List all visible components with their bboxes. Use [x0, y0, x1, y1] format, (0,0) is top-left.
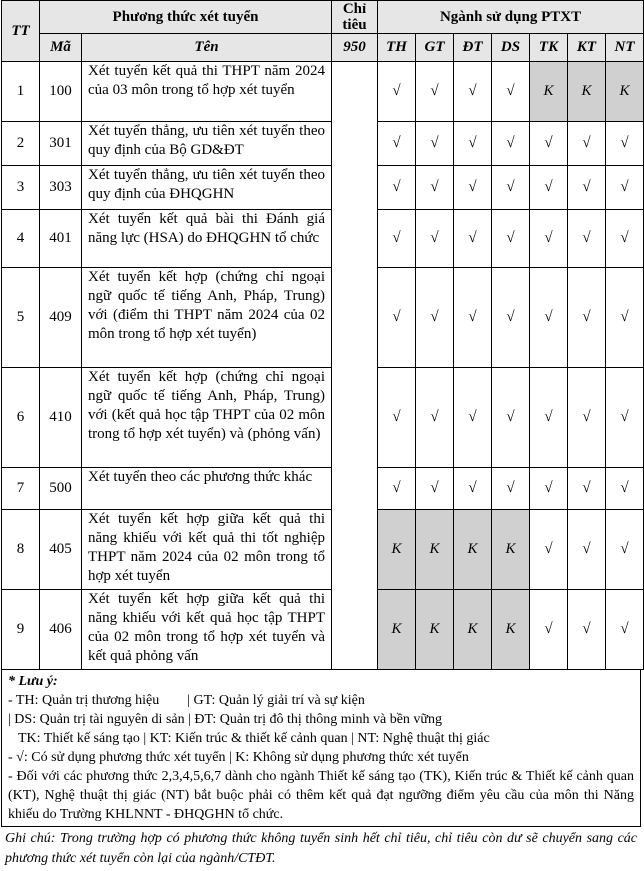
mark-cell-nt: √	[606, 268, 644, 368]
header-quota	[332, 1, 378, 34]
mark-cell-đt: √	[454, 368, 492, 468]
row-tt: 2	[2, 122, 40, 166]
mark-cell-nt: √	[606, 368, 644, 468]
mark-cell-ds: √	[492, 122, 530, 166]
header-majors-group: Ngành sử dụng PTXT	[378, 1, 644, 34]
mark-cell-gt: √	[416, 368, 454, 468]
mark-cell-ds: √	[492, 166, 530, 210]
footer-note: Ghi chú: Trong trường hợp có phương thức không tuyển sinh hết chỉ tiêu, chỉ tiêu còn dư sẽ chuyển sang các phương thức xét tuyển còn lại của ngành/CTĐT.	[5, 831, 637, 866]
row-tt: 1	[2, 62, 40, 122]
row-method-name: Xét tuyển theo các phương thức khác	[82, 468, 332, 510]
row-tt: 3	[2, 166, 40, 210]
mark-cell-tk: √	[530, 468, 568, 510]
mark-cell-th: √	[378, 62, 416, 122]
mark-cell-ds: √	[492, 210, 530, 268]
table-row	[2, 590, 644, 670]
mark-cell-đt: √	[454, 468, 492, 510]
mark-cell-kt: √	[568, 368, 606, 468]
mark-cell-kt: √	[568, 510, 606, 590]
table-row	[2, 468, 644, 510]
header-major-kt: KT	[568, 34, 606, 62]
mark-cell-đt: K	[454, 510, 492, 590]
header-tt: TT	[2, 1, 40, 62]
mark-cell-ds: √	[492, 468, 530, 510]
table-row	[2, 268, 644, 368]
header-name: Tên	[82, 34, 332, 62]
mark-cell-nt: K	[606, 62, 644, 122]
mark-cell-nt: √	[606, 510, 644, 590]
mark-cell-kt: √	[568, 590, 606, 670]
row-code: 401	[40, 210, 82, 268]
header-quota-line1: Chỉ	[342, 1, 367, 17]
mark-cell-ds: √	[492, 268, 530, 368]
admission-methods-table	[1, 0, 644, 670]
row-method-name: Xét tuyển kết hợp (chứng chỉ ngoại ngữ quốc tế tiếng Anh, Pháp, Trung) với (điểm thi THPT năm 2024 của 02 môn trong tổ hợp xét tuyển)	[82, 268, 332, 368]
mark-cell-gt: K	[416, 590, 454, 670]
mark-cell-gt: √	[416, 166, 454, 210]
notes-line: - Đối với các phương thức 2,3,4,5,6,7 dành cho ngành Thiết kế sáng tạo (TK), Kiến trúc & Thiết kế cảnh quan (KT), Nghệ thuật thị giác (NT) bắt buộc phải có thêm kết quả đạt ngưỡng điểm yêu cầu của môn thi Năng khiếu do Trường KHLNNT - ĐHQGHN tổ chức.	[8, 769, 634, 822]
mark-cell-nt: √	[606, 210, 644, 268]
row-method-name: Xét tuyển kết hợp giữa kết quả thi năng khiếu với kết quả học tập THPT của 02 môn trong tổ hợp xét tuyển và kết quả phỏng vấn	[82, 590, 332, 670]
mark-cell-th: √	[378, 210, 416, 268]
row-tt: 6	[2, 368, 40, 468]
mark-cell-th: K	[378, 590, 416, 670]
row-tt: 4	[2, 210, 40, 268]
mark-cell-th: √	[378, 268, 416, 368]
row-code: 406	[40, 590, 82, 670]
row-tt: 7	[2, 468, 40, 510]
row-method-name: Xét tuyển kết hợp giữa kết quả thi năng khiếu với kết quả thi tốt nghiệp THPT năm 2024 của 02 môn trong tổ hợp xét tuyển	[82, 510, 332, 590]
mark-cell-tk: K	[530, 62, 568, 122]
row-code: 303	[40, 166, 82, 210]
mark-cell-th: √	[378, 166, 416, 210]
mark-cell-gt: √	[416, 62, 454, 122]
mark-cell-tk: √	[530, 210, 568, 268]
table-body	[2, 62, 644, 670]
mark-cell-th: √	[378, 468, 416, 510]
mark-cell-đt: √	[454, 166, 492, 210]
row-method-name: Xét tuyển kết hợp (chứng chỉ ngoại ngữ quốc tế tiếng Anh, Pháp, Trung) với (kết quả học tập THPT của 02 môn trong tổ hợp xét tuyển) và (phỏng vấn)	[82, 368, 332, 468]
mark-cell-th: K	[378, 510, 416, 590]
header-quota-total: 950	[332, 34, 378, 62]
mark-cell-tk: √	[530, 590, 568, 670]
mark-cell-kt: √	[568, 210, 606, 268]
mark-cell-tk: √	[530, 268, 568, 368]
mark-cell-ds: √	[492, 368, 530, 468]
notes-title: * Lưu ý:	[8, 674, 58, 689]
row-method-name: Xét tuyển thẳng, ưu tiên xét tuyển theo quy định của ĐHQGHN	[82, 166, 332, 210]
header-major-ds: DS	[492, 34, 530, 62]
table-row	[2, 122, 644, 166]
header-method-group: Phương thức xét tuyển	[40, 1, 332, 34]
header-major-tk: TK	[530, 34, 568, 62]
mark-cell-nt: √	[606, 468, 644, 510]
mark-cell-kt: √	[568, 122, 606, 166]
row-code: 409	[40, 268, 82, 368]
mark-cell-tk: √	[530, 166, 568, 210]
mark-cell-nt: √	[606, 122, 644, 166]
table-row	[2, 210, 644, 268]
row-tt: 9	[2, 590, 40, 670]
mark-cell-th: √	[378, 368, 416, 468]
quota-cell	[332, 62, 378, 670]
mark-cell-đt: √	[454, 62, 492, 122]
table-row	[2, 368, 644, 468]
mark-cell-đt: √	[454, 210, 492, 268]
row-method-name: Xét tuyển thẳng, ưu tiên xét tuyển theo quy định của Bộ GD&ĐT	[82, 122, 332, 166]
mark-cell-th: √	[378, 122, 416, 166]
row-code: 500	[40, 468, 82, 510]
mark-cell-gt: K	[416, 510, 454, 590]
notes-line: | DS: Quản trị tài nguyên di sản | ĐT: Quản trị đô thị thông minh và bền vững	[8, 712, 442, 727]
mark-cell-tk: √	[530, 510, 568, 590]
table-row	[2, 510, 644, 590]
table-row	[2, 166, 644, 210]
mark-cell-gt: √	[416, 468, 454, 510]
header-major-gt: GT	[416, 34, 454, 62]
mark-cell-ds: K	[492, 590, 530, 670]
mark-cell-tk: √	[530, 122, 568, 166]
row-method-name: Xét tuyển kết quả thi THPT năm 2024 của 03 môn trong tổ hợp xét tuyển	[82, 62, 332, 122]
notes-box	[1, 670, 641, 827]
row-tt: 8	[2, 510, 40, 590]
mark-cell-nt: √	[606, 590, 644, 670]
row-code: 100	[40, 62, 82, 122]
row-code: 410	[40, 368, 82, 468]
header-row-2	[2, 34, 644, 62]
mark-cell-ds: K	[492, 510, 530, 590]
row-method-name: Xét tuyển kết quả bài thi Đánh giá năng lực (HSA) do ĐHQGHN tổ chức	[82, 210, 332, 268]
row-tt: 5	[2, 268, 40, 368]
mark-cell-kt: √	[568, 468, 606, 510]
header-major-nt: NT	[606, 34, 644, 62]
notes-line: - TH: Quản trị thương hiệu | GT: Quản lý giải trí và sự kiện	[8, 693, 365, 708]
row-code: 405	[40, 510, 82, 590]
mark-cell-gt: √	[416, 122, 454, 166]
row-code: 301	[40, 122, 82, 166]
mark-cell-ds: √	[492, 62, 530, 122]
mark-cell-tk: √	[530, 368, 568, 468]
mark-cell-kt: √	[568, 268, 606, 368]
notes-line: - √: Có sử dụng phương thức xét tuyển | K: Không sử dụng phương thức xét tuyển	[8, 750, 469, 765]
notes-line: TK: Thiết kế sáng tạo | KT: Kiến trúc & thiết kế cảnh quan | NT: Nghệ thuật thị giác	[18, 731, 490, 746]
mark-cell-kt: √	[568, 166, 606, 210]
mark-cell-gt: √	[416, 268, 454, 368]
header-row-1	[2, 1, 644, 34]
mark-cell-đt: K	[454, 590, 492, 670]
header-major-dt: ĐT	[454, 34, 492, 62]
header-code: Mã	[40, 34, 82, 62]
mark-cell-kt: K	[568, 62, 606, 122]
mark-cell-đt: √	[454, 268, 492, 368]
mark-cell-gt: √	[416, 210, 454, 268]
mark-cell-đt: √	[454, 122, 492, 166]
mark-cell-nt: √	[606, 166, 644, 210]
header-quota-line2: tiêu	[342, 17, 367, 33]
header-major-th: TH	[378, 34, 416, 62]
table-row	[2, 62, 644, 122]
